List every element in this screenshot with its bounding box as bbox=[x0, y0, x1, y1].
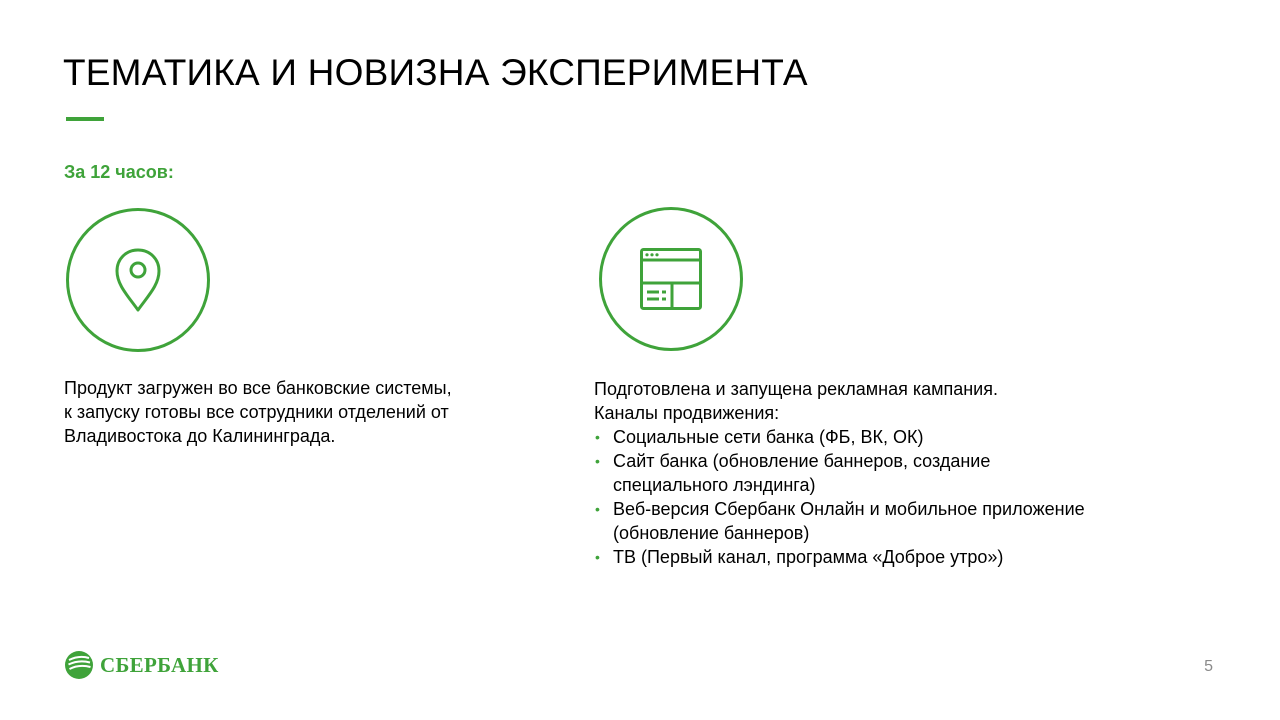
text-line: Сайт банка (обновление баннеров, создание bbox=[613, 451, 991, 471]
map-pin-icon bbox=[114, 247, 162, 313]
campaign-text bbox=[594, 377, 1174, 569]
logo-wordmark: СБЕРБАНК bbox=[100, 652, 219, 677]
sberbank-logo-icon bbox=[64, 650, 94, 680]
bullet-icon: • bbox=[595, 429, 600, 445]
page-number: 5 bbox=[1204, 658, 1213, 675]
location-icon-circle bbox=[66, 208, 210, 352]
text-line: Подготовлена и запущена рекламная кампания. bbox=[594, 379, 998, 399]
browser-window-icon bbox=[639, 247, 703, 311]
text-line: ТВ (Первый канал, программа «Доброе утро») bbox=[613, 547, 1004, 567]
text-line: специального лэндинга) bbox=[613, 475, 816, 495]
bullet-icon: • bbox=[595, 549, 600, 565]
list-item bbox=[594, 449, 1174, 497]
text-line: Продукт загружен во все банковские системы, bbox=[64, 378, 452, 398]
list-item bbox=[594, 425, 1174, 449]
website-icon-circle bbox=[599, 207, 743, 351]
text-line: Владивостока до Калининграда. bbox=[64, 426, 336, 446]
subheading: За 12 часов: bbox=[64, 162, 174, 182]
text-line: (обновление баннеров) bbox=[613, 523, 810, 543]
list-item bbox=[594, 545, 1174, 569]
bullet-icon: • bbox=[595, 501, 600, 517]
list-item bbox=[594, 497, 1174, 545]
product-rollout-text bbox=[64, 376, 524, 448]
text-line: Социальные сети банка (ФБ, ВК, ОК) bbox=[613, 427, 924, 447]
slide-title: ТЕМАТИКА И НОВИЗНА ЭКСПЕРИМЕНТА bbox=[63, 52, 808, 93]
bullet-icon: • bbox=[595, 453, 600, 469]
text-line: к запуску готовы все сотрудники отделений от bbox=[64, 402, 449, 422]
channels-list bbox=[594, 425, 1174, 569]
text-line: Каналы продвижения: bbox=[594, 403, 780, 423]
title-underline bbox=[66, 117, 104, 121]
text-line: Веб-версия Сбербанк Онлайн и мобильное приложение bbox=[613, 499, 1085, 519]
sberbank-logo bbox=[64, 650, 219, 680]
